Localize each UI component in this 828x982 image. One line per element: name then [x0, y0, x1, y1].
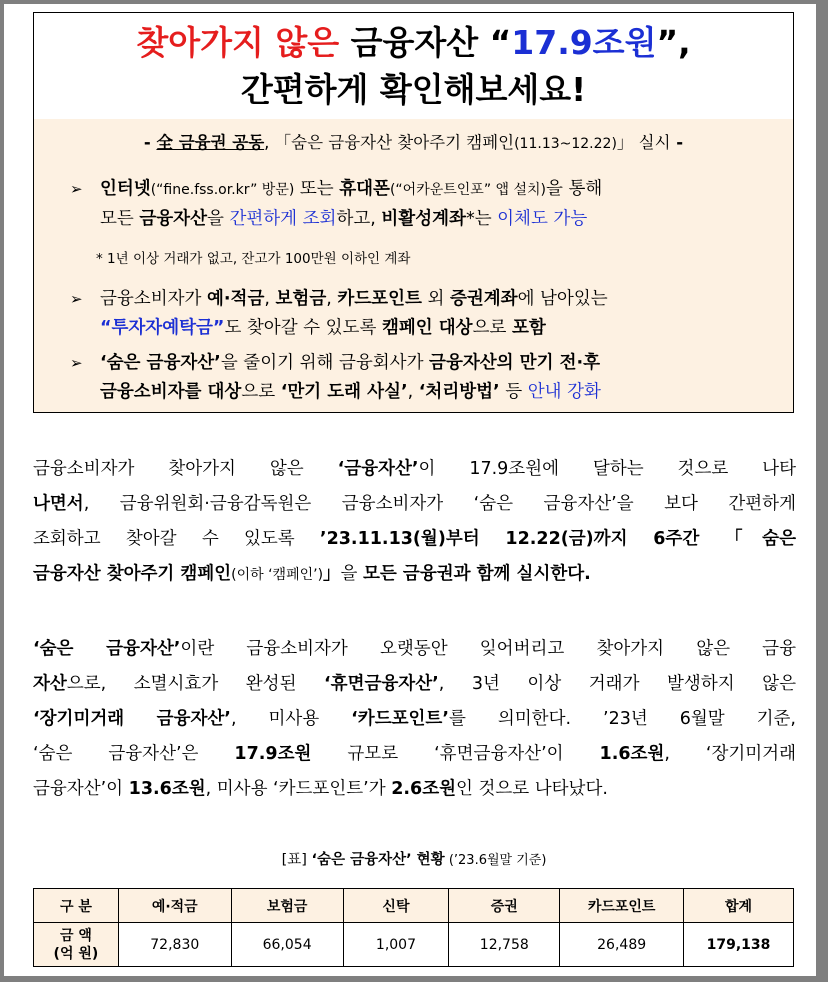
paragraph-line [33, 632, 796, 667]
text-run: ‘카드포인트’ [351, 709, 449, 729]
headline-text: 금융자산 “ [339, 23, 512, 62]
table-caption-title: ‘숨은 금융자산’ 현황 [311, 852, 445, 868]
summary-box [33, 12, 794, 413]
campaign-period: (11.13~12.22) [514, 136, 617, 152]
text-run: “투자자예탁금” [100, 318, 225, 338]
text-run: 예·적금 [207, 289, 265, 309]
text-run: 17.9조원 [234, 744, 312, 764]
text-run: 비활성계좌 [381, 209, 466, 229]
row-label-amount: 금 액 [59, 927, 92, 944]
headline [34, 13, 793, 119]
bullet-line [100, 285, 790, 314]
dash: - [670, 133, 684, 152]
campaign-end: 」 실시 [616, 133, 671, 152]
text-run: 간편하게 조회 [229, 209, 337, 229]
text-run: 이체도 가능 [497, 209, 588, 229]
text-run: 또는 [294, 179, 340, 199]
text-run: 휴대폰 [339, 179, 390, 199]
text-run: 도 찾아갈 수 있도록 [224, 318, 382, 338]
table-header: 증권 [449, 889, 560, 923]
text-run: 등 [499, 382, 528, 402]
paragraph-line [33, 702, 796, 737]
text-run: 카드포인트 [337, 289, 422, 309]
text-run: , 3년 이상 거래가 발생하지 않은 [438, 674, 796, 694]
bullet-text [100, 349, 790, 407]
text-run: 을 [340, 564, 364, 584]
bullet-line [100, 314, 790, 343]
text-run: ‘처리방법’ [418, 382, 500, 402]
table-cell: 72,830 [118, 923, 231, 967]
text-run: , 미사용 ‘카드포인트’가 [205, 779, 392, 799]
table-header-row [34, 889, 794, 923]
text-run: *는 [465, 209, 498, 229]
table-row [34, 923, 794, 967]
headline-red-text: 찾아가지 않은 [136, 23, 340, 62]
text-run: , [326, 289, 338, 309]
text-run: 」 [323, 564, 341, 584]
paragraph-line [33, 772, 796, 807]
text-run: 에 남아있는 [517, 289, 608, 309]
text-run: 증권계좌 [449, 289, 518, 309]
text-run: ‘장기미거래 금융자산’ [33, 709, 231, 729]
text-run: 나면서 [33, 494, 84, 514]
table-cell: 1,007 [343, 923, 449, 967]
text-run: ‘만기 도래 사실’ [280, 382, 408, 402]
paragraph-line [33, 667, 796, 702]
table-header: 신탁 [343, 889, 449, 923]
campaign-subtitle [34, 129, 793, 153]
table-header: 합계 [684, 889, 794, 923]
text-run: 안내 강화 [527, 382, 601, 402]
text-run: , 미사용 [230, 709, 352, 729]
text-run: 금융소비자가 찾아가지 않은 [33, 459, 338, 479]
text-run: ‘숨은 금융자산’ [100, 353, 221, 373]
headline-quote-end: ”, [656, 23, 691, 62]
table-caption-prefix: [표] [281, 852, 312, 868]
text-run: 모든 [100, 209, 140, 229]
table-cell: 26,489 [560, 923, 684, 967]
key-points-panel [34, 119, 793, 412]
table-cell-total: 179,138 [684, 923, 794, 967]
text-run: (이하 ‘캠페인’) [231, 567, 324, 583]
text-run: , ‘장기미거래 [664, 744, 796, 764]
bullet-line [100, 205, 790, 234]
paragraph-line [33, 522, 796, 557]
text-run: 으로 [241, 382, 281, 402]
text-run: 외 [421, 289, 450, 309]
table-header: 카드포인트 [560, 889, 684, 923]
row-label [34, 923, 119, 967]
table-header: 구 분 [34, 889, 119, 923]
dash: - [143, 133, 157, 152]
text-run: 을 줄이기 위해 금융회사가 [220, 353, 430, 373]
table-cell: 12,758 [449, 923, 560, 967]
hidden-assets-table [33, 888, 794, 967]
bullet-line [100, 349, 790, 378]
text-run: , [264, 289, 276, 309]
text-run: 금융자산 [139, 209, 207, 229]
headline-amount: 17.9조원 [511, 23, 657, 62]
text-run: 금융자산’이 [33, 779, 129, 799]
text-run: 이란 금융소비자가 오랫동안 잊어버리고 찾아가지 않은 금융 [180, 639, 796, 659]
text-run: 이 17.9조원에 달하는 것으로 나타 [418, 459, 796, 479]
row-label-unit: (억 원) [53, 945, 99, 962]
text-run: 보험금 [275, 289, 327, 309]
table-caption-date: (’23.6월말 기준) [444, 853, 547, 868]
arrow-bullet-icon: ➢ [70, 180, 83, 198]
text-run: , 금융위원회·금융감독원은 금융소비자가 ‘숨은 금융자산’을 보다 간편하게 [83, 494, 796, 514]
headline-line-2: 간편하게 확인해보세요! [240, 70, 587, 109]
text-run: 을 [207, 209, 230, 229]
text-run: 금융소비자가 [100, 289, 207, 309]
text-run: 2.6조원 [391, 779, 456, 799]
paragraph-line [33, 737, 796, 772]
text-run: (“fine.fss.or.kr” 방문) [150, 182, 295, 198]
text-run: 자산 [33, 674, 67, 694]
footnote: * 1년 이상 거래가 없고, 잔고가 100만원 이하인 계좌 [96, 251, 411, 267]
text-run: ‘숨은 금융자산’은 [33, 744, 235, 764]
bullet-text [100, 175, 790, 234]
text-run: 1.6조원 [599, 744, 665, 764]
text-run: 으로 [472, 318, 512, 338]
text-run: ‘금융자산’ [337, 459, 419, 479]
table-header: 예·적금 [118, 889, 231, 923]
text-run: 캠페인 대상 [381, 318, 473, 338]
text-run: 하고, [336, 209, 382, 229]
arrow-bullet-icon: ➢ [70, 290, 83, 308]
text-run: 모든 금융권과 함께 실시한다. [363, 564, 591, 584]
text-run: 포함 [511, 318, 546, 338]
paragraph-campaign-intro [33, 452, 796, 592]
text-run: 금융소비자를 대상 [100, 382, 242, 402]
text-run: ‘휴면금융자산’ [324, 674, 439, 694]
paragraph-line [33, 487, 796, 522]
table-cell: 66,054 [231, 923, 343, 967]
paragraph-line [33, 452, 796, 487]
paragraph-definition [33, 632, 796, 807]
text-run: 인 것으로 나타났다. [456, 779, 608, 799]
table-header: 보험금 [231, 889, 343, 923]
text-run: 으로, 소멸시효가 완성된 [66, 674, 325, 694]
text-run: ’23.11.13(월)부터 12.22(금)까지 6주간 「숨은 [319, 529, 796, 549]
text-run: ‘숨은 금융자산’ [33, 639, 181, 659]
headline-line-1 [34, 13, 793, 66]
text-run: 금융자산의 만기 전·후 [429, 353, 601, 373]
bullet-line [100, 175, 790, 205]
text-run: 조회하고 찾아갈 수 있도록 [33, 529, 320, 549]
text-run: 금융자산 찾아주기 캠페인 [33, 564, 232, 584]
text-run: 을 통해 [546, 179, 603, 199]
text-run: , [407, 382, 419, 402]
text-run: 인터넷 [100, 179, 151, 199]
bullet-line [100, 378, 790, 407]
text-run: 를 의미한다. ’23년 6월말 기준, [448, 709, 796, 729]
table-caption [0, 848, 828, 869]
text-run: (“어카운트인포” 앱 설치) [389, 182, 547, 198]
all-sectors-label: 全 금융권 공동 [156, 133, 265, 152]
bullet-text [100, 285, 790, 343]
arrow-bullet-icon: ➢ [70, 354, 83, 372]
paragraph-line [33, 557, 796, 592]
campaign-name: , 「숨은 금융자산 찾아주기 캠페인 [264, 133, 515, 152]
text-run: 규모로 ‘휴면금융자산’이 [311, 744, 600, 764]
text-run: 13.6조원 [128, 779, 206, 799]
